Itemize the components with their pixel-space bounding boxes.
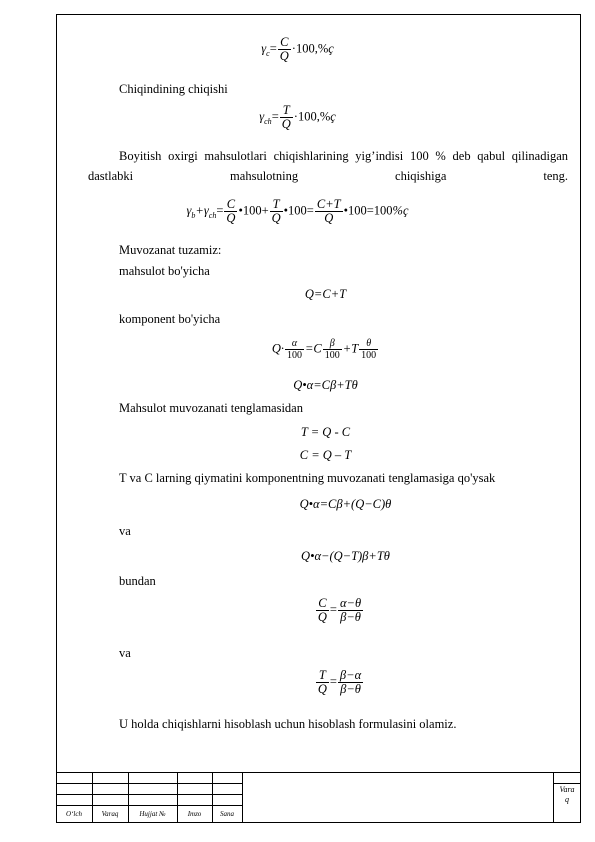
eq-t: T = Q - C (300, 425, 351, 439)
closing-text: U holda chiqishlarni hisoblash uchun hisoblash formulasini olamiz. (119, 717, 457, 731)
eq-sub-1: Q•α=Cβ+(Q−C)θ (299, 497, 392, 511)
from-balance-label: Mahsulot muvozanati tenglamasidan (119, 401, 303, 415)
eq-sub-2: Q•α−(Q−T)β+Tθ (301, 549, 390, 563)
va-label-2: va (119, 646, 131, 660)
by-product-label: mahsulot bo'yicha (119, 264, 210, 278)
col-imzo: Imzo (187, 810, 202, 818)
eq-cq: $\frac{C}{Q}$ = $\frac{\alpha-\theta}{\beta-\theta}$ (317, 596, 362, 624)
paragraph-sum: Boyitish oxirgi mahsulotlari chiqishlarining yig’indisi 100 % deb qabul qilinadigan dastlabki mahsulotning chiqishiga teng. (88, 149, 568, 183)
col-sana: Sana (220, 810, 234, 818)
formula-ych: $\gamma_{ch}=$ $\frac{T}{Q}$ ·100,%ҫ (259, 103, 336, 131)
eq-product: Q=C+T (304, 287, 347, 301)
col-varaq: Varaq (101, 810, 119, 818)
vara-q-label: q (565, 795, 569, 804)
formula-sum: $\gamma_b+\gamma_{ch}=$ $\frac{C}{Q}$ •100+ $\frac{T}{Q}$ •100= $\frac{C+T}{Q}$ •100=100%ҫ (186, 197, 409, 225)
eq-c: C = Q – T (299, 448, 352, 462)
heading-label: Chiqindining chiqishi (119, 82, 228, 96)
vara-label: Vara (559, 785, 575, 794)
bundan-label: bundan (119, 574, 156, 588)
eq-component-2: Q•α=Cβ+Tθ (293, 378, 358, 392)
formula-yc: $\gamma_c=$ $\frac{C}{Q}$ ·100,%ҫ (261, 35, 334, 63)
balance-title: Muvozanat tuzamiz: (119, 243, 222, 257)
col-hujjat: Hujjat № (139, 810, 166, 818)
col-olch: O‘lch (66, 810, 82, 818)
title-block (56, 772, 581, 823)
by-component-label: komponent bo'yicha (119, 312, 221, 326)
eq-component: Q· $\frac{\alpha}{100}$ =C $\frac{\beta}{100}$ +T $\frac{\theta}{100}$ (271, 338, 377, 361)
eq-tq: $\frac{T}{Q}$ = $\frac{\beta-\alpha}{\beta-\theta}$ (317, 668, 362, 696)
page-frame (56, 14, 581, 823)
substitute-label: T va C larning qiymatini komponentning muvozanati tenglamasiga qo'ysak (119, 471, 496, 485)
va-label-1: va (119, 524, 131, 538)
